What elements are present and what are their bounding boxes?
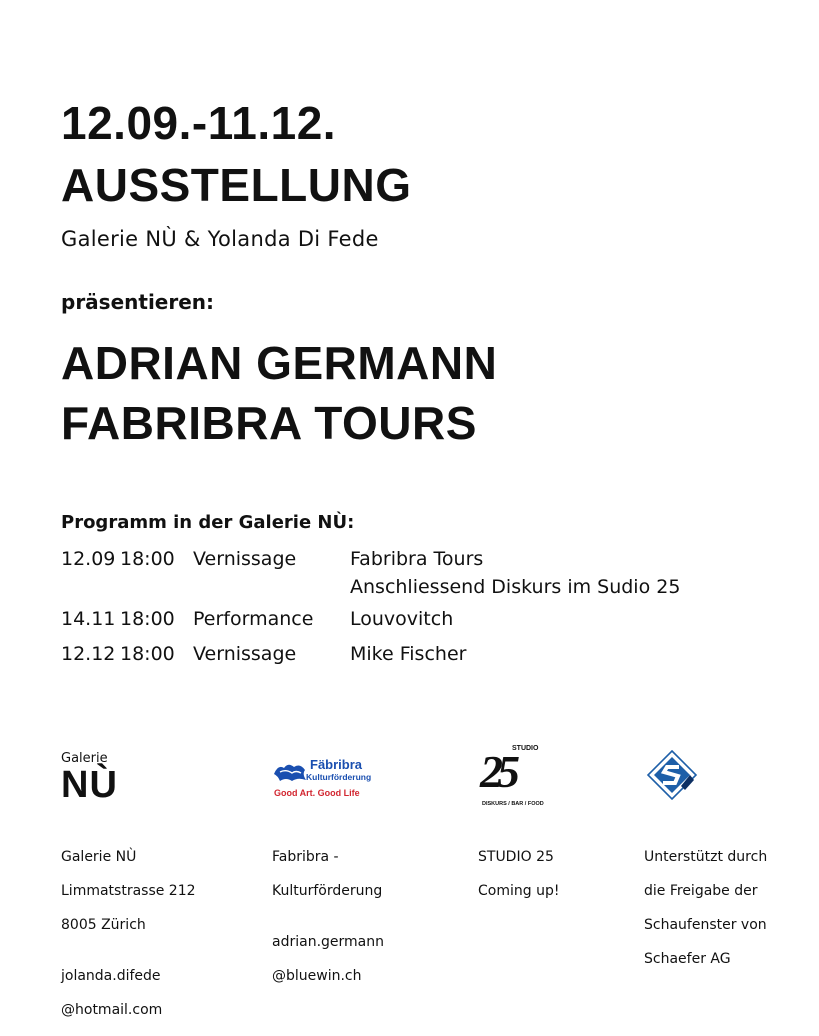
schaefer-info — [644, 832, 767, 985]
schaefer-diamond-icon — [645, 750, 703, 800]
studio25-name: STUDIO 25 — [478, 849, 554, 865]
hosts-line: Galerie NÙ & Yolanda Di Fede — [61, 227, 379, 251]
fabribra-emblem-icon — [272, 760, 308, 784]
program-extra: Anschliessend Diskurs im Sudio 25 — [350, 576, 681, 598]
program-date: 14.11 — [61, 608, 116, 630]
schaefer-line-1: Unterstützt durch — [644, 849, 768, 865]
program-time: 18:00 — [120, 548, 175, 570]
program-title: Mike Fischer — [350, 643, 467, 665]
galerie-email-domain: @hotmail.com — [61, 1002, 163, 1018]
fabribra-logo-sub: Kulturförderung — [306, 772, 372, 782]
schaefer-logo — [645, 750, 703, 800]
galerie-email-user: jolanda.difede — [61, 968, 161, 984]
program-time: 18:00 — [120, 643, 175, 665]
galerie-name: Galerie NÙ — [61, 849, 137, 865]
presents-label: präsentieren: — [61, 290, 215, 314]
program-date: 12.12 — [61, 643, 116, 665]
studio25-logo-sub: DISKURS / BAR / FOOD — [482, 801, 544, 807]
program-time: 18:00 — [120, 608, 175, 630]
fabribra-email-user: adrian.germann — [272, 934, 384, 950]
program-title: Louvovitch — [350, 608, 454, 630]
program-title: Fabribra Tours — [350, 548, 484, 570]
galerie-nu-logo — [61, 752, 151, 808]
galerie-city: 8005 Zürich — [61, 917, 146, 933]
studio25-logo — [478, 745, 548, 811]
studio25-note: Coming up! — [478, 883, 560, 899]
exhibition-label: AUSSTELLUNG — [61, 159, 412, 211]
fabribra-logo-name: Fäbribra — [310, 757, 363, 772]
fabribra-email-domain: @bluewin.ch — [272, 968, 362, 984]
artist-name: ADRIAN GERMANN — [61, 337, 498, 389]
studio25-info — [478, 832, 559, 917]
galerie-logo-big: NÙ — [61, 764, 118, 806]
program-type: Performance — [193, 608, 314, 630]
galerie-contact — [61, 832, 196, 1036]
fabribra-name-2: Kulturförderung — [272, 883, 383, 899]
fabribra-name-1: Fabribra - — [272, 849, 339, 865]
program-type: Vernissage — [193, 548, 297, 570]
schaefer-line-3: Schaufenster von — [644, 917, 767, 933]
studio25-logo-number: 25 — [480, 746, 514, 797]
show-title: FABRIBRA TOURS — [61, 397, 477, 449]
exhibition-dates: 12.09.-11.12. — [61, 97, 337, 149]
schaefer-line-4: Schaefer AG — [644, 951, 731, 967]
galerie-street: Limmatstrasse 212 — [61, 883, 196, 899]
program-heading: Programm in der Galerie NÙ: — [61, 512, 355, 533]
studio25-logo-top: STUDIO — [512, 745, 539, 752]
galerie-logo-small: Galerie — [61, 751, 108, 766]
schaefer-line-2: die Freigabe der — [644, 883, 758, 899]
fabribra-logo — [272, 758, 372, 802]
program-type: Vernissage — [193, 643, 297, 665]
program-date: 12.09 — [61, 548, 116, 570]
fabribra-logo-tagline: Good Art. Good Life — [274, 788, 360, 798]
fabribra-contact — [272, 832, 384, 1002]
